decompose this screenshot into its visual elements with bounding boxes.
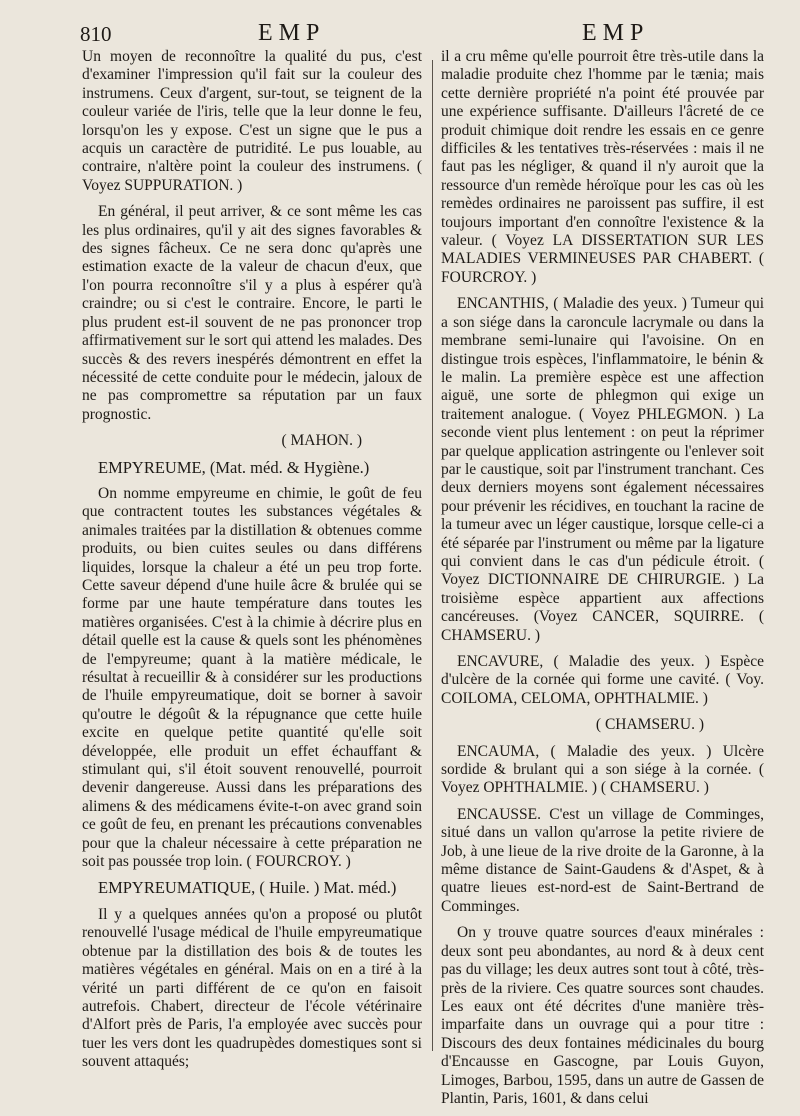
paragraph: On nomme empyreume en chimie, le goût de feu que contractent toutes les substances végétales & animales traitées par la distillation & obtenues comme produits, ou bien cuites seules ou dans différens liquides, lorsque la chaleur a été un peu trop forte. Cette saveur dépend d'une huile âcre & brulée qui se forme par une haute température dans toutes les matières organisées. C'est à la chimie à décrire plus en détail quelle est la cause & quels sont les phénomènes de l'empyreume; quant à la matière médicale, le résultat à recueillir & à considérer sur les productions de l'huile empyreumatique, doit se borner à savoir qu'outre le dégoût & la répugnance que cette huile excite en quelque petite quantité qu'elle soit développée, elle produit un effet échauffant & stimulant qui, s'il étoit souvent renouvellé, pourroit devenir dangereuse. Aussi dans les préparations des alimens & des médicamens évite-t-on avec grand soin ce goût de feu, en prenant les précautions convenables pour que la chaleur nécessaire à cette préparation ne soit pas poussée trop loin. ( FOURCROY. ) bbox=[82, 484, 422, 871]
page-number: 810 bbox=[80, 22, 112, 46]
page-header bbox=[80, 18, 782, 48]
paragraph: Un moyen de reconnoître la qualité du pus, c'est d'examiner l'impression qu'il fait sur la couleur des instrumens. Ceux d'argent, sur-tout, se teignent de la couleur variée de l'iris, telle que la leur donne le feu, lorsqu'on les y expose. C'est un signe que le pus a acquis un caractère de putridité. Le pus louable, au contraire, n'altère point la couleur des instrumens. ( Voyez SUPPURATION. ) bbox=[82, 48, 422, 194]
entry-heading-empyreume: EMPYREUME, (Mat. méd. & Hygiène.) bbox=[98, 457, 370, 477]
entry-encauma: ENCAUMA, ( Maladie des yeux. ) Ulcère sordide & brulant qui a son siége à la cornée. ( Voyez OPHTHALMIE. ) ( CHAMSERU. ) bbox=[441, 742, 764, 797]
paragraph: Il y a quelques années qu'on a proposé ou plutôt renouvellé l'usage médical de l'huile empyreumatique obtenue par la distillation des bois & de toutes les matières végétales en général. Mais on en a tiré à la vérité un parti différent de ce qu'on en faisoit autrefois. Chabert, directeur de l'école vétérinaire d'Alfort près de Paris, l'a employée avec succès pour tuer les vers dont les quadrupèdes domestiques sont si souvent attaqués; bbox=[82, 905, 422, 1071]
paragraph: En général, il peut arriver, & ce sont même les cas les plus ordinaires, qu'il y ait des signes favorables & des signes fâcheux. Ce ne sera donc qu'après une estimation exacte de la valeur de chacun d'eux, que l'on pourra reconnoître s'il y a plus à espérer qu'à craindre; ou si c'est le contraire. Encore, le parti le plus prudent est-il souvent de ne pas prononcer trop affirmativement sur le sort qui attend les malades. Des succès & des revers inespérés démontrent en effet la nécessité de cette conduite pour le médecin, jaloux de ne pas compromettre sa réputation par un faux prognostic. bbox=[82, 203, 422, 423]
author-signature: ( MAHON. ) bbox=[281, 432, 362, 450]
left-column bbox=[82, 48, 422, 1080]
entry-encanthis: ENCANTHIS, ( Maladie des yeux. ) Tumeur qui a son siége dans la caroncule lacrymale ou dans la membrane semi-lunaire qui l'avoisine. On en distingue trois espèces, l'inflammatoire, le bénin & le malin. La première espèce est une affection aiguë, une sorte de phlegmon qui exige un traitement analogue. ( Voyez PHLEGMON. ) La seconde vient plus lentement : on peut la réprimer par quelque application astringente ou l'enlever soit par le caustique, soit par l'instrument tranchant. Ces deux derniers moyens sont également nécessaires pour prévenir les récidives, en touchant la racine de la tumeur avec un léger caustique, lorsque celle-ci a été séparée par l'instrument ou même par la ligature qui convient dans le cas d'un pédicule étroit. ( Voyez DICTIONNAIRE DE CHIRURGIE. ) La troisième espèce appartient aux affections cancéreuses. (Voyez CANCER, SQUIRRE. ( CHAMSERU. ) bbox=[441, 295, 764, 644]
entry-heading-empyreumatique: EMPYREUMATIQUE, ( Huile. ) Mat. méd.) bbox=[98, 878, 397, 898]
author-signature: ( CHAMSERU. ) bbox=[595, 716, 704, 734]
entry-encavure: ENCAVURE, ( Maladie des yeux. ) Espèce d'ulcère de la cornée qui forme une cavité. ( Voy. COILOMA, CELOMA, OPHTHALMIE. ) bbox=[441, 653, 764, 707]
running-head-left: EMP bbox=[258, 20, 326, 46]
paragraph: il a cru même qu'elle pourroit être très-utile dans la maladie produite chez l'homme par le tænia; mais cette dernière propriété n'a point été prouvée par une expérience suffisante. D'ailleurs l'âcreté de ce produit chimique doit rendre les essais en ce genre difficiles & les tentatives très-réservées : mais il ne faut pas les négliger, & quand il n'y auroit que la ressource d'un remède héroïque pour les cas où les remèdes ordinaires ne paroissent pas suffire, il est toujours important d'en connoître l'existence & la valeur. ( Voyez LA DISSERTATION SUR LES MALADIES VERMINEUSES PAR CHABERT. ( FOURCROY. ) bbox=[441, 48, 764, 286]
running-head-right: EMP bbox=[582, 20, 650, 46]
paragraph: On y trouve quatre sources d'eaux minérales : deux sont peu abondantes, au nord & à deux cent pas du village; les deux autres sont tout à côté, très-près de la riviere. Ces quatre sources sont chaudes. Les eaux ont été décrites d'une manière très-imparfaite dans un ouvrage qui a pour titre : Discours des deux fontaines médicinales du bourg d'Encausse en Gascogne, par Louis Guyon, Limoges, Barbou, 1595, dans un autre de Gassen de Plantin, Paris, 1601, & dans celui bbox=[441, 924, 764, 1107]
column-rule bbox=[432, 60, 433, 1051]
right-column bbox=[441, 48, 764, 1116]
entry-encausse: ENCAUSSE. C'est un village de Comminges, situé dans un vallon qu'arrose la petite riviere de Job, à une lieue de la rive droite de la Garonne, à la même distance de Saint-Gaudens & d'Aspet, & à quatre lieues est-nord-est de Saint-Bertrand de Comminges. bbox=[441, 805, 764, 915]
